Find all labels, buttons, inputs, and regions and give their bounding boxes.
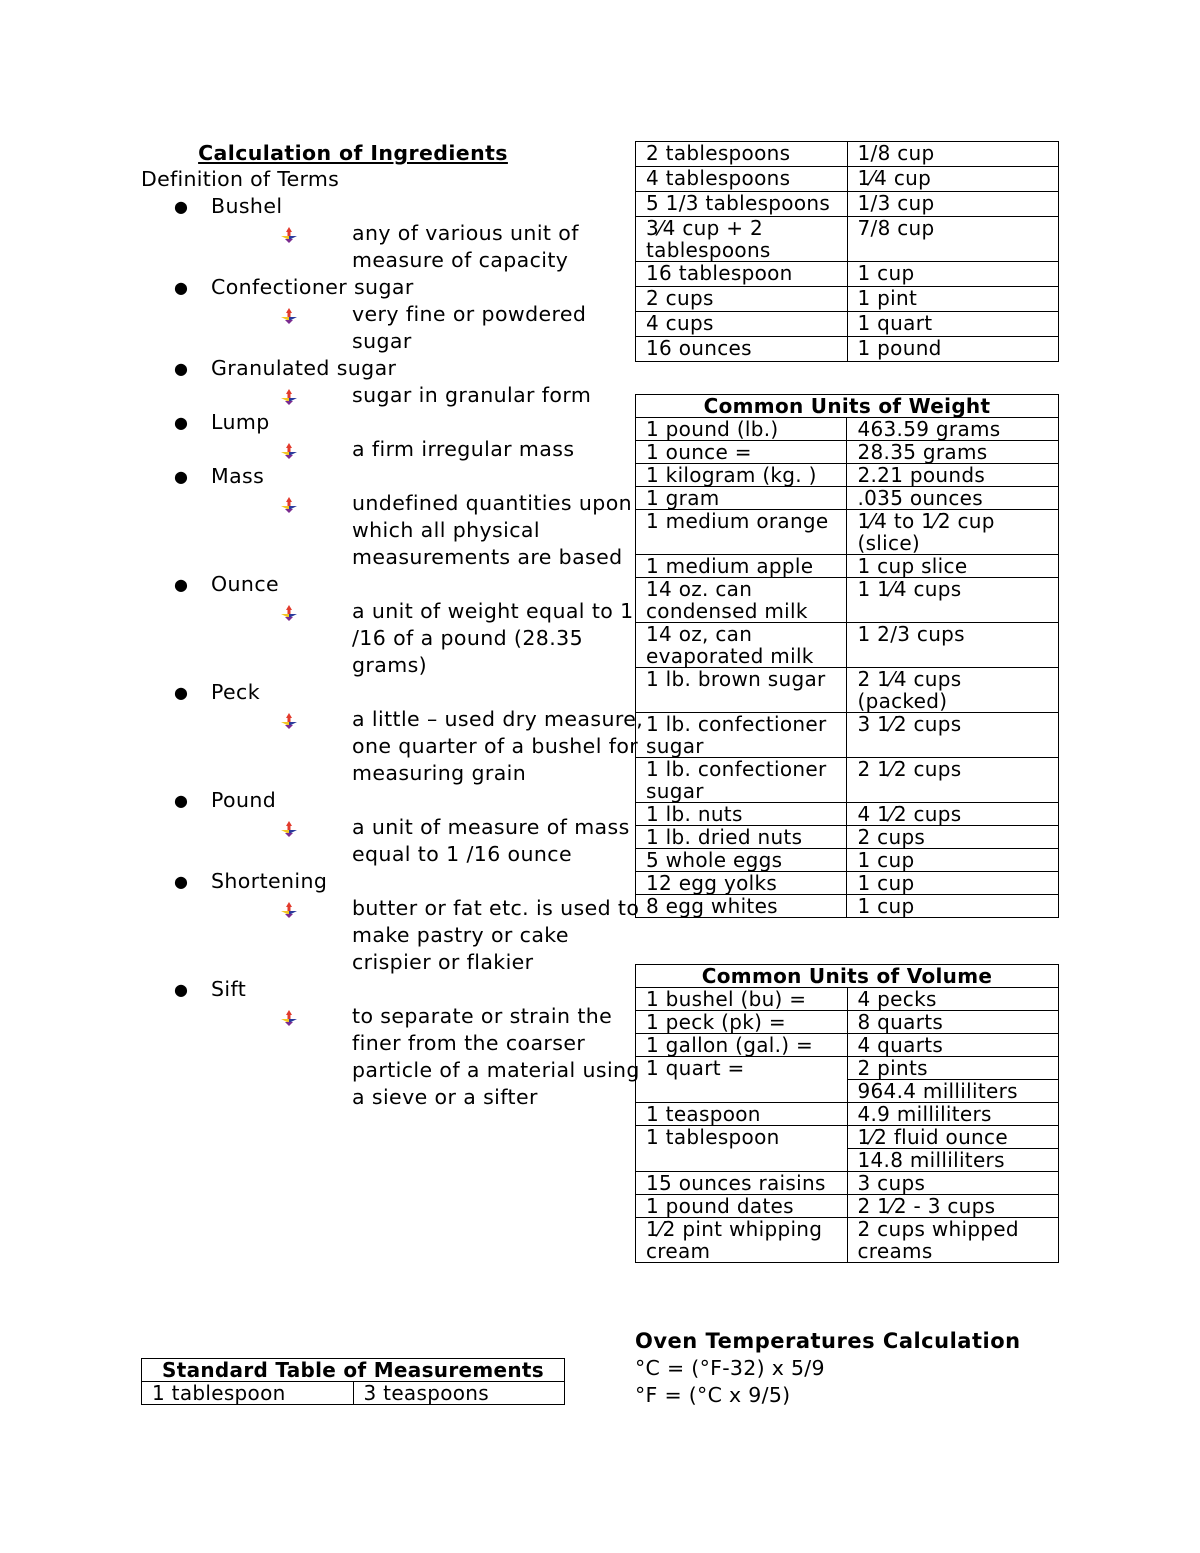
weight-row [636,441,1059,464]
weight-row [636,895,1059,918]
four-color-arrow-icon [281,605,297,621]
document-title: Calculation of Ingredients [198,141,508,165]
weight-units-table [635,394,1059,918]
definition-list [211,1003,640,1111]
quantity-cell: 1 lb. confectioner sugar [636,758,847,803]
definition-item [281,598,652,679]
definition-text: a little – used dry measure, one quarter of a bushel for measuring grain [352,707,644,785]
quantity-cell: 5 whole eggs [636,849,847,872]
equivalent-cell: 1 cup [847,849,1059,872]
equivalent-cell: 1 quart [847,312,1059,337]
four-color-arrow-icon [281,497,297,513]
definition-item [281,1003,652,1111]
volume-row [636,1195,1059,1218]
definition-item [281,814,652,868]
standard-row [142,1382,565,1405]
term-label: Ounce [211,572,280,596]
quantity-cell: 1 tablespoon [142,1382,354,1405]
bullet-icon: ● [174,980,189,999]
conversion-row [636,192,1059,217]
definition-list [211,598,634,679]
definitions-section [141,140,644,1111]
quantity-cell: 1 medium apple [636,555,847,578]
weight-row [636,872,1059,895]
term-item [141,463,633,571]
quantity-cell: 1 peck (pk) = [636,1011,848,1034]
weight-row [636,464,1059,487]
term-item [141,571,634,679]
quantity-cell: 5 1/3 tablespoons [636,192,848,217]
weight-row [636,578,1059,623]
equivalent-cell: 2 pints [847,1057,1059,1080]
equivalent-cell: 1 1⁄4 cups [847,578,1059,623]
weight-row [636,668,1059,713]
quantity-cell: 1 bushel (bu) = [636,988,848,1011]
terms-list [141,193,644,1111]
definition-list [211,490,633,571]
definition-list [211,382,592,409]
quantity-cell: 4 tablespoons [636,167,848,192]
weight-row [636,487,1059,510]
equivalent-cell: 1/3 cup [847,192,1059,217]
volume-table-title: Common Units of Volume [636,965,1059,988]
weight-row [636,803,1059,826]
standard-table-title: Standard Table of Measurements [142,1359,565,1382]
term-label: Sift [211,977,247,1001]
equivalent-cell: 1⁄4 to 1⁄2 cup (slice) [847,510,1059,555]
equivalent-cell: 2.21 pounds [847,464,1059,487]
volume-row [636,1034,1059,1057]
definition-item [281,301,652,355]
cup-conversion-table [635,141,1059,362]
bullet-icon: ● [174,197,189,216]
conversion-row [636,142,1059,167]
quantity-cell: 1 tablespoon [636,1126,848,1172]
quantity-cell: 2 cups [636,287,848,312]
quantity-cell: 1 lb. brown sugar [636,668,847,713]
equivalent-cell: 8 quarts [847,1011,1059,1034]
weight-table-title: Common Units of Weight [636,395,1059,418]
definition-text: to separate or strain the finer from the coarser particle of a material using a sieve or a sifter [352,1004,640,1109]
volume-units-table [635,964,1059,1263]
term-label: Peck [211,680,260,704]
quantity-cell: 15 ounces raisins [636,1172,848,1195]
four-color-arrow-icon [281,713,297,729]
definition-item [281,490,652,571]
term-item [141,193,579,274]
quantity-cell: 16 ounces [636,337,848,362]
quantity-cell: 1 gallon (gal.) = [636,1034,848,1057]
definition-text: very fine or powdered sugar [352,302,587,353]
oven-temperatures-section [635,1327,1115,1409]
equivalent-cell: 964.4 milliliters [847,1080,1059,1103]
definition-list [211,895,640,976]
term-item [141,355,592,409]
term-item [141,409,575,463]
four-color-arrow-icon [281,1010,297,1026]
equivalent-cell: 4.9 milliliters [847,1103,1059,1126]
weight-row [636,758,1059,803]
definition-text: undefined quantities upon which all physical measurements are based [352,491,633,569]
weight-row [636,826,1059,849]
bullet-icon: ● [174,575,189,594]
four-color-arrow-icon [281,389,297,405]
term-label: Lump [211,410,270,434]
equivalent-cell: 1 cup [847,895,1059,918]
quantity-cell: 14 oz, can evaporated milk [636,623,847,668]
definition-item [281,706,652,787]
equivalent-cell: 1 pint [847,287,1059,312]
quantity-cell: 1 quart = [636,1057,848,1103]
quantity-cell: 2 tablespoons [636,142,848,167]
term-label: Mass [211,464,265,488]
definition-item [281,895,652,976]
quantity-cell: 1 pound dates [636,1195,848,1218]
bullet-icon: ● [174,413,189,432]
quantity-cell: 8 egg whites [636,895,847,918]
quantity-cell: 1 gram [636,487,847,510]
definitions-subtitle: Definition of Terms [141,167,340,191]
equivalent-cell: 1⁄4 cup [847,167,1059,192]
celsius-formula: °C = (°F-32) x 5/9 [635,1356,825,1380]
definition-list [211,220,579,274]
equivalent-cell: 1 cup slice [847,555,1059,578]
term-label: Shortening [211,869,328,893]
quantity-cell: 3⁄4 cup + 2 tablespoons [636,217,848,262]
definition-list [211,814,630,868]
bullet-icon: ● [174,359,189,378]
equivalent-cell: 7/8 cup [847,217,1059,262]
volume-row [636,988,1059,1011]
equivalent-cell: 2 cups [847,826,1059,849]
definition-text: a unit of measure of mass equal to 1 /16 ounce [352,815,630,866]
oven-title: Oven Temperatures Calculation [635,1329,1021,1353]
volume-row [636,1172,1059,1195]
fahrenheit-formula: °F = (°C x 9/5) [635,1383,791,1407]
conversion-row [636,312,1059,337]
bullet-icon: ● [174,683,189,702]
term-label: Granulated sugar [211,356,397,380]
equivalent-cell: .035 ounces [847,487,1059,510]
quantity-cell: 1 lb. nuts [636,803,847,826]
definition-list [211,436,575,463]
volume-row [636,1218,1059,1263]
equivalent-cell: 4 pecks [847,988,1059,1011]
weight-row [636,849,1059,872]
bullet-icon: ● [174,278,189,297]
term-item [141,868,640,976]
equivalent-cell: 1 pound [847,337,1059,362]
weight-row [636,418,1059,441]
conversion-row [636,337,1059,362]
four-color-arrow-icon [281,443,297,459]
four-color-arrow-icon [281,821,297,837]
equivalent-cell: 3 cups [847,1172,1059,1195]
quantity-cell: 1 pound (lb.) [636,418,847,441]
definition-item [281,382,652,409]
conversion-row [636,262,1059,287]
term-label: Bushel [211,194,283,218]
volume-row [636,1011,1059,1034]
conversion-row [636,167,1059,192]
bullet-icon: ● [174,467,189,486]
definition-text: sugar in granular form [352,383,592,407]
quantity-cell: 14 oz. can condensed milk [636,578,847,623]
definition-text: butter or fat etc. is used to make pastry or cake crispier or flakier [352,896,640,974]
equivalent-cell: 2 1⁄4 cups (packed) [847,668,1059,713]
volume-row [636,1057,1059,1080]
equivalent-cell: 2 1⁄2 cups [847,758,1059,803]
quantity-cell: 12 egg yolks [636,872,847,895]
equivalent-cell: 463.59 grams [847,418,1059,441]
quantity-cell: 4 cups [636,312,848,337]
equivalent-cell: 1⁄2 fluid ounce [847,1126,1059,1149]
quantity-cell: 1⁄2 pint whipping cream [636,1218,848,1263]
equivalent-cell: 2 1⁄2 - 3 cups [847,1195,1059,1218]
equivalent-cell: 3 1⁄2 cups [847,713,1059,758]
volume-row [636,1103,1059,1126]
equivalent-cell: 4 1⁄2 cups [847,803,1059,826]
quantity-cell: 1 lb. dried nuts [636,826,847,849]
weight-row [636,713,1059,758]
quantity-cell: 16 tablespoon [636,262,848,287]
equivalent-cell: 4 quarts [847,1034,1059,1057]
definition-text: any of various unit of measure of capacity [352,221,579,272]
quantity-cell: 1 ounce = [636,441,847,464]
definition-item [281,436,652,463]
definition-item [281,220,652,274]
equivalent-cell: 2 cups whipped creams [847,1218,1059,1263]
equivalent-cell: 3 teaspoons [353,1382,565,1405]
term-label: Pound [211,788,277,812]
volume-row [636,1126,1059,1149]
equivalent-cell: 1 cup [847,262,1059,287]
conversion-row [636,217,1059,262]
term-item [141,679,644,787]
definition-list [211,706,644,787]
term-item [141,976,640,1111]
bullet-icon: ● [174,872,189,891]
quantity-cell: 1 teaspoon [636,1103,848,1126]
weight-row [636,623,1059,668]
weight-row [636,510,1059,555]
quantity-cell: 1 medium orange [636,510,847,555]
equivalent-cell: 1/8 cup [847,142,1059,167]
term-item [141,274,587,355]
term-label: Confectioner sugar [211,275,414,299]
quantity-cell: 1 kilogram (kg. ) [636,464,847,487]
definition-list [211,301,587,355]
bullet-icon: ● [174,791,189,810]
four-color-arrow-icon [281,227,297,243]
standard-measurements-table [141,1358,565,1405]
definition-text: a unit of weight equal to 1 /16 of a pound (28.35 grams) [352,599,634,677]
equivalent-cell: 14.8 milliliters [847,1149,1059,1172]
equivalent-cell: 1 2/3 cups [847,623,1059,668]
quantity-cell: 1 lb. confectioner sugar [636,713,847,758]
equivalent-cell: 1 cup [847,872,1059,895]
four-color-arrow-icon [281,308,297,324]
definition-text: a firm irregular mass [352,437,575,461]
equivalent-cell: 28.35 grams [847,441,1059,464]
four-color-arrow-icon [281,902,297,918]
conversion-row [636,287,1059,312]
weight-row [636,555,1059,578]
term-item [141,787,630,868]
